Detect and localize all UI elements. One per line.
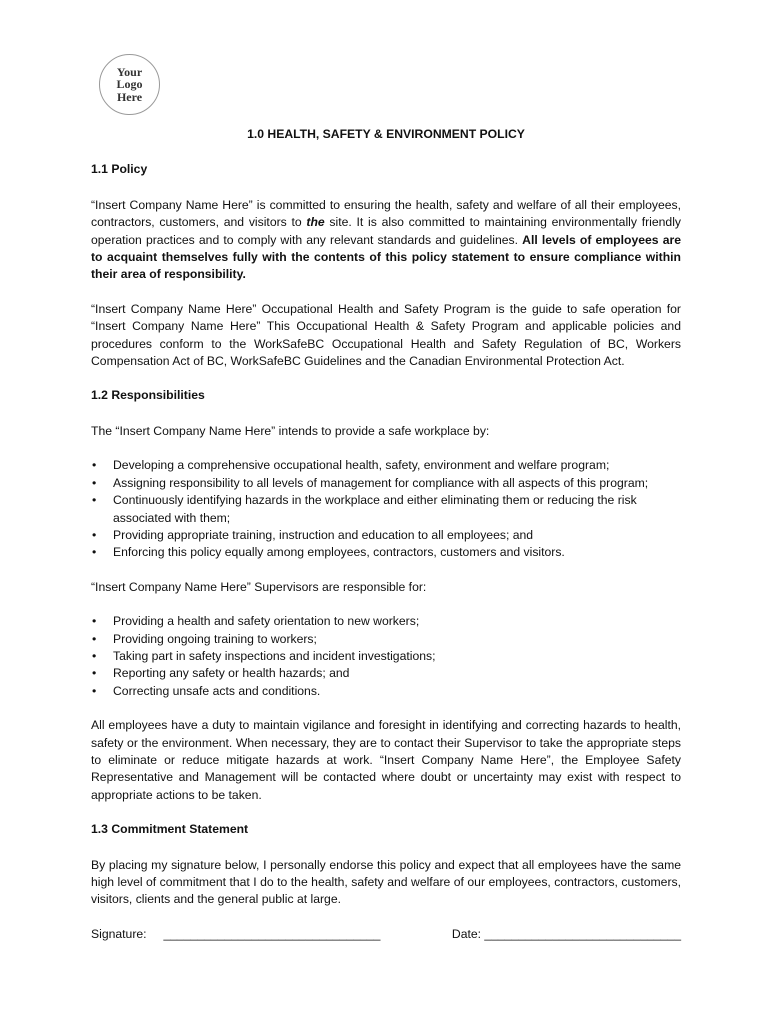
employees-duty-paragraph: All employees have a duty to maintain vigilance and foresight in identifying and correcting hazards to health, safety or the environment. When necessary, they are to contact their Supervisor to take the appropriate steps to eliminate or reduce mitigate hazards at work. “Insert Company Name Here”, the Employee Safety Representative and Management will be contacted where doubt or uncertainty may exist with respect to appropriate actions to be taken. [91,718,681,802]
signature-line[interactable]: ________________________________ [163,926,381,941]
list-item: • Providing ongoing training to workers; [91,631,681,648]
list-item: • Assigning responsibility to all levels of management for compliance with all aspects of this program; [91,475,681,492]
policy-p1-bold: All levels of employees are to acquaint themselves fully with the contents of this policy statement to ensure compliance within their area of responsibility. [91,232,681,282]
policy-paragraph-1 [91,197,681,284]
list-item: • Providing appropriate training, instruction and education to all employees; and [91,527,681,544]
company-responsibilities-list [91,457,681,561]
logo-text-line2: Logo [116,77,143,92]
signature-block [91,926,380,943]
logo-text-line1: Your [116,64,143,79]
responsibilities-intro: The “Insert Company Name Here” intends to provide a safe workplace by: [91,423,490,438]
company-logo-placeholder [99,54,160,115]
policy-p1-intro: “Insert Company Name Here” is committed to ensuring the health, safety and welfare of all their employees, contractors, customers, and visitors to [91,197,681,230]
supervisor-responsibilities-list [91,613,681,700]
list-item: • Taking part in safety inspections and incident investigations; [91,648,681,665]
supervisors-intro: “Insert Company Name Here” Supervisors are responsible for: [91,579,427,594]
date-line[interactable]: _____________________________ [484,926,681,941]
logo-text-line3: Here [116,89,143,104]
list-item: • Correcting unsafe acts and conditions. [91,683,681,700]
policy-p1-emphasis: the [306,215,325,230]
responsibilities-heading: 1.2 Responsibilities [91,388,205,403]
commitment-paragraph: By placing my signature below, I personally endorse this policy and expect that all employees have the same high level of commitment that I do to the health, safety and welfare of our employees, contractors, customers, visitors, clients and the general public at large. [91,857,681,907]
date-block [452,926,681,943]
list-item: • Reporting any safety or health hazards; and [91,665,681,682]
list-item: • Enforcing this policy equally among employees, contractors, customers and visitors. [91,544,681,561]
signature-row [91,926,681,943]
policy-p1-rest: site. It is also committed to maintaining environmentally friendly operation practices and to comply with any relevant standards and guidelines. [91,215,681,247]
signature-label: Signature: [91,926,147,941]
document-body [91,126,681,943]
commitment-heading: 1.3 Commitment Statement [91,822,249,837]
policy-paragraph-2: “Insert Company Name Here” Occupational Health and Safety Program is the guide to safe operation for “Insert Company Name Here” This Occupational Health & Safety Program and applicable policies and procedures conform to the WorkSafeBC Occupational Health and Safety Regulation of BC, Workers Compensation Act of BC, WorkSafeBC Guidelines and the Canadian Environmental Protection Act. [91,301,681,369]
list-item: • Developing a comprehensive occupational health, safety, environment and welfare program; [91,457,681,474]
list-item: • Providing a health and safety orientation to new workers; [91,613,681,630]
list-item: • Continuously identifying hazards in the workplace and either eliminating them or reducing the risk associated with them; [91,492,681,527]
policy-heading: 1.1 Policy [91,162,148,177]
date-label: Date: [451,926,482,941]
document-title: 1.0 HEALTH, SAFETY & ENVIRONMENT POLICY [247,127,525,141]
